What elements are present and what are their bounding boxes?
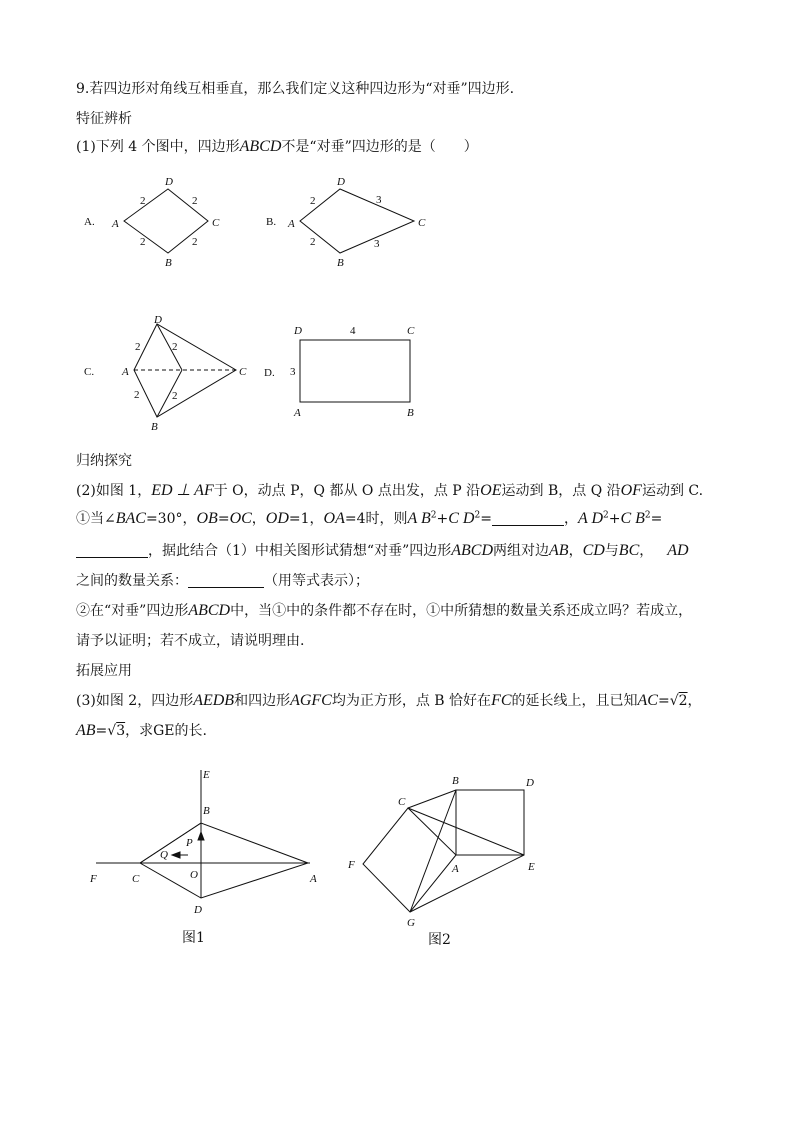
question-3: (3)如图 2，四边形AEDB和四边形AGFC均为正方形，点 B 恰好在FC的延长线上，且已知AC=√2，: [76, 692, 702, 709]
svg-text:A: A: [452, 863, 459, 875]
svg-text:A: A: [122, 366, 129, 378]
svg-text:Q: Q: [160, 849, 168, 861]
figure-1-caption: 图1: [182, 930, 205, 946]
svg-text:D: D: [154, 314, 162, 326]
question-2-line-3: 之间的数量关系： （用等式表示）；: [76, 573, 369, 589]
question-1: (1)下列 4 个图中，四边形ABCD不是“对垂”四边形的是（ ）: [76, 138, 478, 155]
svg-text:B: B: [452, 775, 459, 787]
svg-text:C: C: [398, 796, 406, 808]
figure-option-c: [82, 315, 257, 435]
svg-text:G: G: [407, 917, 415, 929]
question-2: (2)如图 1，ED ⊥ AF于 O，动点 P，Q 都从 O 点出发，点 P 沿OE运动到 B，点 Q 沿OF运动到 C.: [76, 482, 704, 499]
figure-2: [340, 768, 550, 958]
figure-option-b: [262, 175, 442, 270]
svg-text:C: C: [132, 873, 140, 885]
option-b-label: B.: [266, 216, 277, 228]
question-2-part-2-cont: 请予以证明；若不成立，请说明理由.: [76, 633, 305, 649]
svg-text:2: 2: [172, 341, 178, 353]
svg-text:A: A: [310, 873, 317, 885]
question-2-part-1: ①当∠BAC=30°，OB=OC，OD=1，OA=4时，则A $B^2+C$ $D^2=$ ，A $D^2+C$ $B^2=$: [76, 510, 663, 527]
svg-text:2: 2: [140, 236, 146, 248]
option-c-label: C.: [84, 366, 95, 378]
svg-text:P: P: [186, 837, 193, 849]
svg-text:A: A: [294, 407, 301, 419]
svg-text:F: F: [348, 859, 355, 871]
svg-text:D: D: [165, 176, 173, 188]
svg-text:3: 3: [290, 366, 296, 378]
question-2-line-2: ，据此结合（1）中相关图形试猜想“对垂”四边形ABCD两组对边AB，CD与BC， AD: [76, 540, 689, 560]
svg-text:D: D: [194, 904, 202, 916]
question-3-cont: AB=√3，求GE的长.: [76, 722, 207, 739]
svg-text:2: 2: [134, 389, 140, 401]
svg-text:B: B: [203, 805, 210, 817]
section-application: 拓展应用: [76, 663, 132, 679]
option-d-label: D.: [264, 367, 275, 379]
svg-text:C: C: [407, 325, 415, 337]
figure-1: [82, 760, 332, 960]
svg-text:A: A: [288, 218, 295, 230]
svg-text:2: 2: [140, 195, 146, 207]
svg-text:3: 3: [374, 238, 380, 250]
svg-text:3: 3: [376, 194, 382, 206]
svg-text:F: F: [90, 873, 97, 885]
svg-text:D: D: [337, 176, 345, 188]
svg-text:2: 2: [192, 195, 198, 207]
svg-text:B: B: [337, 257, 344, 269]
svg-text:B: B: [151, 421, 158, 433]
problem-title: 9.若四边形对角线互相垂直，那么我们定义这种四边形为“对垂”四边形.: [76, 81, 515, 97]
svg-text:2: 2: [310, 195, 316, 207]
svg-text:E: E: [203, 769, 210, 781]
answer-blank-3[interactable]: [188, 573, 264, 588]
figure-option-d: [262, 322, 427, 422]
svg-text:2: 2: [310, 236, 316, 248]
figure-2-caption: 图2: [428, 932, 451, 948]
svg-text:E: E: [528, 861, 535, 873]
svg-text:C: C: [418, 217, 426, 229]
answer-blank-1[interactable]: [492, 511, 564, 526]
svg-text:C: C: [212, 217, 220, 229]
svg-text:B: B: [165, 257, 172, 269]
figure-option-a: [80, 175, 240, 270]
svg-text:4: 4: [350, 325, 356, 337]
svg-text:B: B: [407, 407, 414, 419]
svg-text:D: D: [526, 777, 534, 789]
answer-blank-2[interactable]: [76, 543, 148, 558]
question-2-part-2: ②在“对垂”四边形ABCD中，当①中的条件都不存在时，①中所猜想的数量关系还成立吗？若成立，: [76, 602, 693, 619]
svg-text:C: C: [239, 366, 247, 378]
svg-text:2: 2: [172, 390, 178, 402]
section-induction: 归纳探究: [76, 453, 132, 469]
section-feature-analysis: 特征辨析: [76, 111, 132, 127]
option-a-label: A.: [84, 216, 95, 228]
svg-text:A: A: [112, 218, 119, 230]
svg-text:O: O: [190, 869, 198, 881]
svg-text:2: 2: [192, 236, 198, 248]
svg-text:D: D: [294, 325, 302, 337]
svg-text:2: 2: [135, 341, 141, 353]
